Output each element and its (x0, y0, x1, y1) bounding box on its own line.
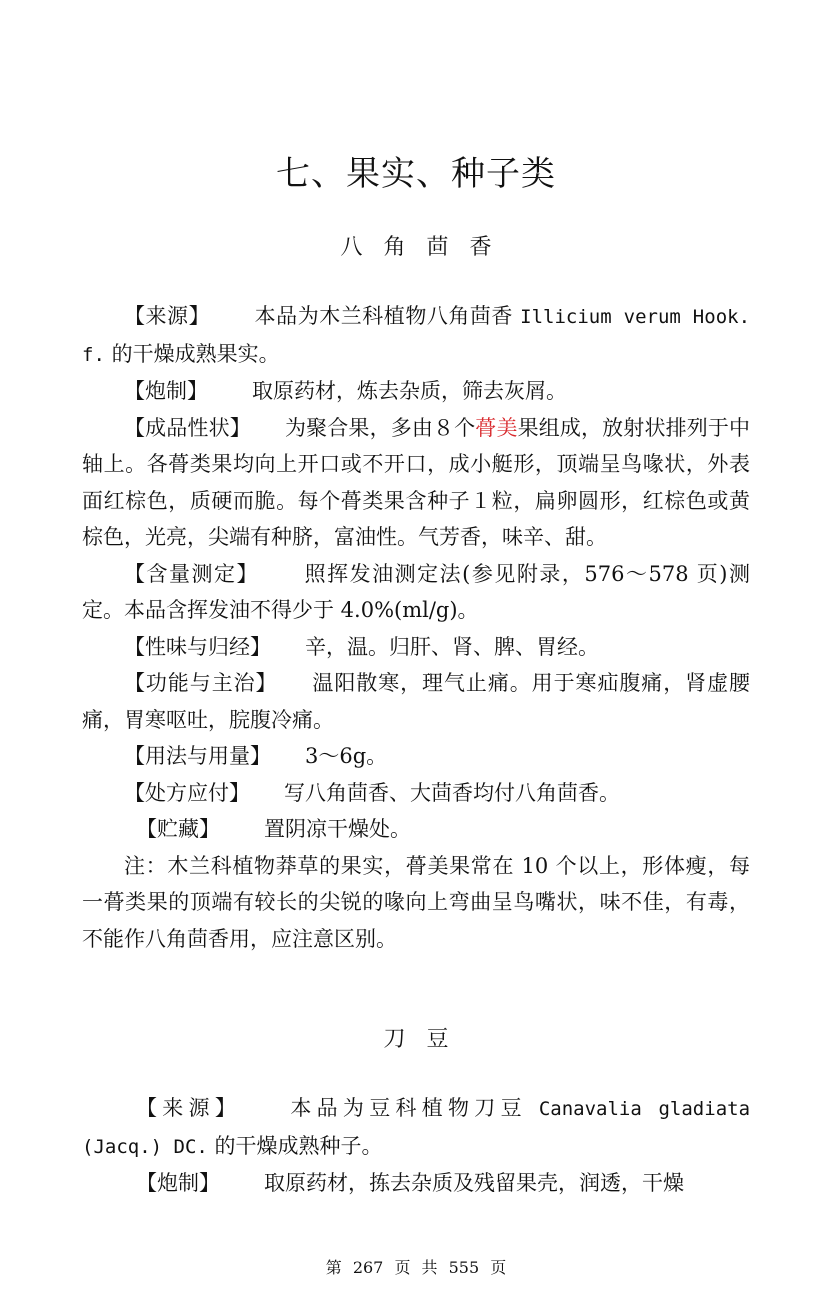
dosage-text: 3～6g。 (305, 744, 388, 768)
storage-label: 【贮藏】 (136, 817, 220, 841)
herb-entry-bajiaohuixiang (82, 298, 750, 957)
source-paragraph (82, 1090, 750, 1165)
process-paragraph (82, 373, 750, 410)
function-paragraph (82, 665, 750, 738)
prescription-paragraph (82, 775, 750, 812)
source-text: 本品为木兰科植物八角茴香 (254, 304, 513, 328)
storage-text: 置阴凉干燥处。 (264, 817, 411, 841)
source-latin-name: Canavalia gladiata (Jacq.) DC. (82, 1098, 751, 1158)
source-text-end: 的干燥成熟种子。 (214, 1133, 383, 1158)
herb-title-daodou: 刀 豆 (383, 1027, 449, 1052)
source-latin-name: Illicium verum Hook. f. (82, 306, 751, 366)
traits-text-rest: 果组成，放射状排列于中轴上。各蓇类果均向上开口或不开口，成小艇形，顶端呈鸟喙状，外表面红棕色，质硬而脆。每个蓇类果含种子１粒，扁卵圆形，红棕色或黄棕色，光亮，尖端有种脐，富油性。气芳香，味辛、甜。 (82, 415, 751, 549)
page-footer: 第 267 页 共 555 页 (325, 1258, 507, 1277)
source-text-end: 的干燥成熟果实。 (111, 341, 280, 366)
traits-highlight: 蓇美 (475, 415, 518, 440)
dosage-label: 【用法与用量】 (124, 744, 271, 768)
herb-title-bajiaohuixiang: 八 角 茴 香 (340, 235, 492, 260)
prescription-text: 写八角茴香、大茴香均付八角茴香。 (284, 780, 620, 805)
note-text: 注：木兰科植物莽草的果实，蓇美果常在 10 个以上，形体瘦，每一蓇类果的顶端有较长的尖锐的喙向上弯曲呈鸟嘴状，味不佳，有毒，不能作八角茴香用，应注意区别。 (82, 853, 750, 951)
process-label: 【炮制】 (124, 379, 208, 403)
function-text: 温阳散寒，理气止痛。用于寒疝腹痛，肾虚腰痛，胃寒呕吐，脘腹冷痛。 (82, 671, 751, 732)
traits-label: 【成品性状】 (124, 415, 251, 440)
source-paragraph (82, 298, 750, 373)
content-paragraph (82, 556, 750, 629)
process-paragraph (82, 1165, 750, 1202)
content-text: 照挥发油测定法(参见附录，576～578 页)测定。本品含挥发油不得少于 4.0%(ml/g)。 (82, 561, 751, 622)
section-title: 七、果实、种子类 (276, 154, 556, 194)
herb-entry-daodou (82, 1090, 750, 1202)
nature-label: 【性味与归经】 (124, 634, 271, 659)
source-label: 【来源】 (136, 1096, 242, 1120)
note-paragraph (82, 848, 750, 958)
content-label: 【含量测定】 (124, 561, 260, 586)
source-text: 本品为豆科植物刀豆 (285, 1096, 527, 1120)
source-label: 【来源】 (124, 304, 211, 328)
function-label: 【功能与主治】 (124, 671, 278, 695)
process-text: 取原药材，炼去杂质，筛去灰屑。 (252, 379, 567, 403)
storage-paragraph (82, 811, 750, 848)
traits-paragraph (82, 410, 750, 556)
dosage-paragraph (82, 738, 750, 775)
process-label: 【炮制】 (136, 1171, 220, 1195)
nature-paragraph (82, 629, 750, 666)
traits-text: 为聚合果，多由８个 (284, 415, 476, 440)
prescription-label: 【处方应付】 (124, 780, 250, 805)
process-text: 取原药材，拣去杂质及残留果壳，润透，干燥 (264, 1171, 684, 1195)
nature-text: 辛，温。归肝、肾、脾、胃经。 (305, 634, 599, 659)
